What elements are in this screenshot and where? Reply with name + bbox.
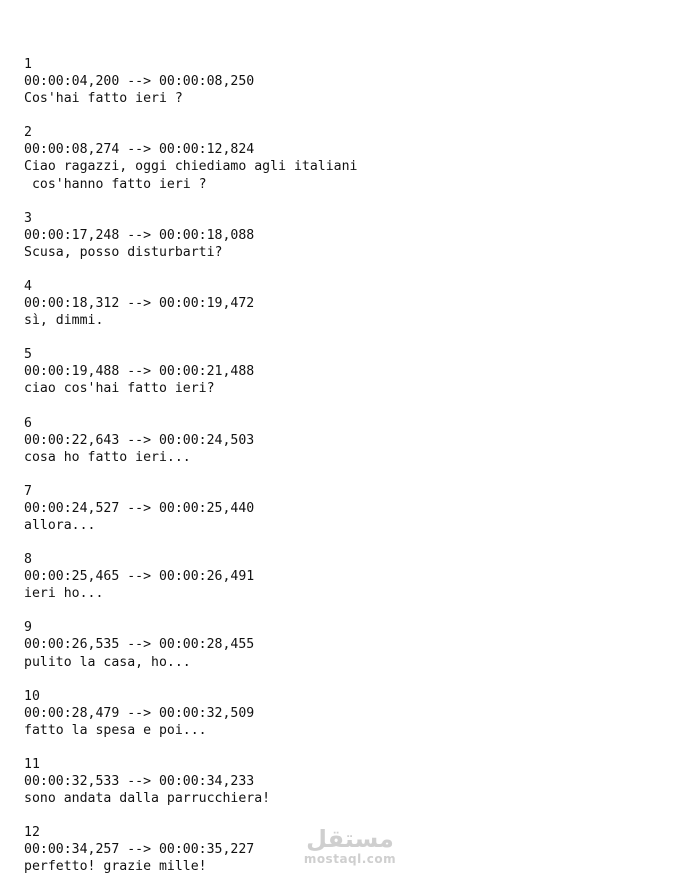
subtitle-cue	[24, 688, 664, 739]
subtitle-cue	[24, 278, 664, 329]
cue-index: 7	[24, 483, 32, 499]
cue-index: 8	[24, 552, 32, 568]
cue-timing: 00:00:25,465 --> 00:00:26,491	[24, 569, 255, 585]
cue-timing: 00:00:24,527 --> 00:00:25,440	[24, 500, 255, 516]
cue-text-line: sono andata dalla parrucchiera!	[24, 791, 271, 807]
cue-text-line: ciao cos'hai fatto ieri?	[24, 381, 215, 397]
cue-text-line: ieri ho...	[24, 586, 104, 602]
cue-index: 11	[24, 756, 40, 772]
cue-text-line: sì, dimmi.	[24, 313, 104, 329]
subtitle-cue	[24, 551, 664, 602]
cue-index: 2	[24, 125, 32, 141]
subtitle-cue	[24, 346, 664, 397]
cue-text-line: fatto la spesa e poi...	[24, 722, 207, 738]
mostaql-watermark	[300, 826, 400, 866]
cue-text-line: perfetto! grazie mille!	[24, 859, 207, 875]
cue-index: 12	[24, 825, 40, 841]
cue-text-line: pulito la casa, ho...	[24, 654, 191, 670]
cue-index: 10	[24, 688, 40, 704]
subtitle-cue	[24, 619, 664, 670]
cue-index: 4	[24, 278, 32, 294]
subtitle-cue	[24, 210, 664, 261]
subtitle-document	[24, 56, 664, 892]
cue-text-line: Scusa, posso disturbarti?	[24, 244, 223, 260]
subtitle-cue	[24, 483, 664, 534]
cue-timing: 00:00:17,248 --> 00:00:18,088	[24, 227, 255, 243]
cue-timing: 00:00:08,274 --> 00:00:12,824	[24, 142, 255, 158]
cue-timing: 00:00:04,200 --> 00:00:08,250	[24, 74, 255, 90]
cue-timing: 00:00:26,535 --> 00:00:28,455	[24, 637, 255, 653]
cue-index: 9	[24, 620, 32, 636]
cue-text-line: allora...	[24, 517, 96, 533]
subtitle-cue	[24, 124, 664, 192]
subtitle-cue	[24, 756, 664, 807]
subtitle-cue	[24, 56, 664, 107]
cue-timing: 00:00:22,643 --> 00:00:24,503	[24, 432, 255, 448]
cue-text-line: Ciao ragazzi, oggi chiediamo agli italiani	[24, 159, 358, 175]
subtitle-cue	[24, 415, 664, 466]
cue-index: 1	[24, 57, 32, 72]
cue-text-line: Cos'hai fatto ieri ?	[24, 91, 183, 107]
cue-index: 3	[24, 210, 32, 226]
cue-text-line: cosa ho fatto ieri...	[24, 449, 191, 465]
cue-text-line: cos'hanno fatto ieri ?	[24, 176, 207, 192]
watermark-domain: mostaql.com	[303, 852, 397, 866]
cue-index: 6	[24, 415, 32, 431]
cue-index: 5	[24, 347, 32, 363]
cue-timing: 00:00:18,312 --> 00:00:19,472	[24, 296, 255, 312]
cue-timing: 00:00:19,488 --> 00:00:21,488	[24, 364, 255, 380]
cue-timing: 00:00:32,533 --> 00:00:34,233	[24, 774, 255, 789]
watermark-arabic-logo: مستقل	[306, 825, 394, 853]
cue-timing: 00:00:28,479 --> 00:00:32,509	[24, 705, 255, 721]
cue-timing: 00:00:34,257 --> 00:00:35,227	[24, 842, 255, 858]
